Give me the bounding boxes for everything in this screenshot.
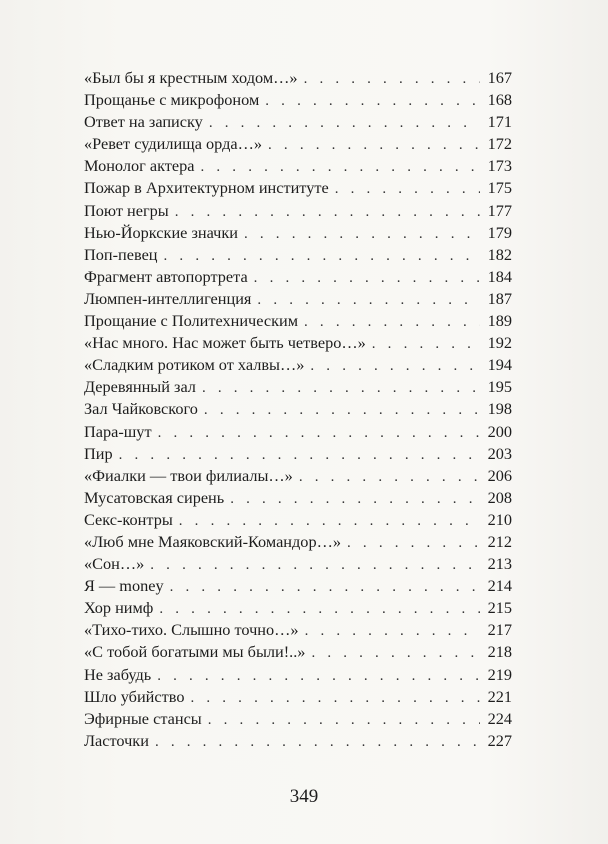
- toc-entry-title: Эфирные стансы: [84, 708, 202, 728]
- toc-entry-page: 168: [487, 90, 512, 110]
- dot-leader: [268, 134, 480, 156]
- toc-entry: [84, 619, 512, 641]
- dot-leader: [190, 687, 480, 709]
- toc-entry-page: 212: [487, 531, 512, 551]
- dot-leader: [175, 201, 480, 223]
- toc-entry-page: 195: [487, 377, 512, 397]
- toc-entry: [84, 730, 512, 752]
- toc-entry-title: Поп-певец: [84, 244, 158, 264]
- toc-entry-title: Ответ на записку: [84, 112, 203, 132]
- toc-entry: [84, 177, 512, 199]
- toc-entry-title: Пожар в Архитектурном институте: [84, 178, 329, 198]
- toc-entry-page: 172: [487, 134, 512, 154]
- toc-entry-page: 224: [487, 708, 512, 728]
- toc-entry: [84, 200, 512, 222]
- toc-entry-page: 189: [487, 311, 512, 331]
- toc-entry-page: 167: [487, 68, 512, 87]
- toc-entry: [84, 553, 512, 575]
- toc-entry-title: Мусатовская сирень: [84, 487, 225, 507]
- toc-entry: [84, 67, 512, 89]
- dot-leader: [201, 156, 481, 178]
- toc-entry: [84, 708, 512, 730]
- dot-leader: [257, 289, 480, 311]
- dot-leader: [119, 444, 480, 466]
- dot-leader: [204, 399, 480, 421]
- toc-entry-title: Прощание с Политехническим: [84, 311, 299, 331]
- toc-entry: [84, 664, 512, 686]
- dot-leader: [159, 598, 480, 620]
- toc-entry: [84, 244, 512, 266]
- table-of-contents: [84, 67, 512, 752]
- page-number: 349: [289, 786, 319, 807]
- toc-entry-page: 227: [487, 730, 512, 750]
- toc-entry: [84, 266, 512, 288]
- dot-leader: [158, 422, 480, 444]
- toc-entry-title: Я — money: [84, 576, 164, 596]
- toc-entry-page: 203: [487, 443, 512, 463]
- toc-entry-title: Деревянный зал: [84, 377, 196, 397]
- toc-entry-title: «С тобой богатыми мы были!..»: [84, 642, 306, 662]
- toc-entry-title: «Ревет судилища орда…»: [84, 134, 263, 154]
- toc-entry-page: 187: [487, 288, 512, 308]
- toc-entry-page: 219: [487, 664, 512, 684]
- toc-entry: [84, 133, 512, 155]
- toc-entry: [84, 443, 512, 465]
- toc-entry: [84, 398, 512, 420]
- dot-leader: [335, 178, 480, 200]
- toc-entry-page: 182: [487, 244, 512, 264]
- dot-leader: [202, 377, 480, 399]
- dot-leader: [265, 90, 480, 112]
- toc-entry-title: Зал Чайковского: [84, 399, 198, 419]
- toc-entry-page: 177: [487, 200, 512, 220]
- dot-leader: [208, 709, 480, 731]
- toc-entry-title: Люмпен-интеллигенция: [84, 288, 252, 308]
- toc-entry-page: 184: [487, 266, 512, 286]
- toc-entry: [84, 376, 512, 398]
- toc-entry-title: Шло убийство: [84, 686, 185, 706]
- toc-entry: [84, 354, 512, 376]
- toc-entry-page: 192: [487, 333, 512, 353]
- toc-entry-page: 218: [487, 642, 512, 662]
- toc-entry-page: 214: [487, 576, 512, 596]
- toc-entry-page: 215: [487, 598, 512, 618]
- toc-entry-page: 206: [487, 465, 512, 485]
- toc-entry-title: Секс-контры: [84, 509, 173, 529]
- dot-leader: [164, 245, 480, 267]
- toc-entry-title: «Сладким ротиком от халвы…»: [84, 355, 305, 375]
- toc-entry: [84, 487, 512, 509]
- toc-entry-title: «Тихо-тихо. Слышно точно…»: [84, 620, 299, 640]
- toc-entry-title: Пир: [84, 443, 113, 463]
- toc-entry-page: 179: [487, 222, 512, 242]
- toc-entry-title: «Фиалки — твои филиалы…»: [84, 465, 293, 485]
- toc-entry-page: 217: [487, 620, 512, 640]
- toc-entry-title: «Люб мне Маяковский-Командор…»: [84, 531, 342, 551]
- toc-entry-title: Монолог актера: [84, 156, 195, 176]
- toc-entry: [84, 575, 512, 597]
- toc-entry-page: 175: [487, 178, 512, 198]
- toc-entry-page: 210: [487, 509, 512, 529]
- toc-entry: [84, 310, 512, 332]
- toc-entry-page: 213: [487, 554, 512, 574]
- dot-leader: [157, 665, 480, 687]
- dot-leader: [305, 620, 480, 642]
- toc-entry-title: «Нас много. Нас может быть четверо…»: [84, 333, 366, 353]
- toc-entry: [84, 686, 512, 708]
- toc-entry-page: 194: [487, 355, 512, 375]
- dot-leader: [372, 333, 480, 355]
- dot-leader: [254, 267, 480, 289]
- toc-entry-title: Поют негры: [84, 200, 169, 220]
- toc-entry-page: 200: [487, 421, 512, 441]
- toc-entry: [84, 509, 512, 531]
- toc-entry: [84, 465, 512, 487]
- toc-entry-page: 173: [487, 156, 512, 176]
- toc-entry-page: 221: [487, 686, 512, 706]
- toc-entry: [84, 597, 512, 619]
- dot-leader: [230, 488, 480, 510]
- toc-entry-title: «Был бы я крестным ходом…»: [84, 68, 298, 87]
- toc-entry: [84, 531, 512, 553]
- dot-leader: [150, 554, 480, 576]
- toc-entry: [84, 111, 512, 133]
- toc-entry-title: Пара-шут: [84, 421, 152, 441]
- toc-entry: [84, 222, 512, 244]
- dot-leader: [170, 576, 480, 598]
- dot-leader: [311, 642, 480, 664]
- dot-leader: [347, 532, 480, 554]
- dot-leader: [179, 510, 480, 532]
- dot-leader: [304, 311, 480, 333]
- toc-entry-title: Не забудь: [84, 664, 152, 684]
- toc-entry-title: «Сон…»: [84, 554, 145, 574]
- toc-entry: [84, 288, 512, 310]
- toc-entry-title: Ласточки: [84, 730, 149, 750]
- toc-entry-page: 208: [487, 487, 512, 507]
- dot-leader: [244, 223, 480, 245]
- toc-entry-title: Фрагмент автопортрета: [84, 266, 248, 286]
- dot-leader: [299, 466, 480, 488]
- toc-entry: [84, 155, 512, 177]
- toc-entry-title: Хор нимф: [84, 598, 154, 618]
- toc-entry: [84, 332, 512, 354]
- toc-entry-page: 171: [487, 112, 512, 132]
- dot-leader: [209, 112, 480, 134]
- toc-entry: [84, 89, 512, 111]
- dot-leader: [155, 731, 480, 753]
- toc-entry: [84, 641, 512, 663]
- toc-entry-title: Нью-Йоркские значки: [84, 222, 238, 242]
- toc-entry: [84, 421, 512, 443]
- dot-leader: [304, 68, 480, 90]
- toc-entry-page: 198: [487, 399, 512, 419]
- dot-leader: [310, 355, 480, 377]
- toc-entry-title: Прощанье с микрофоном: [84, 90, 260, 110]
